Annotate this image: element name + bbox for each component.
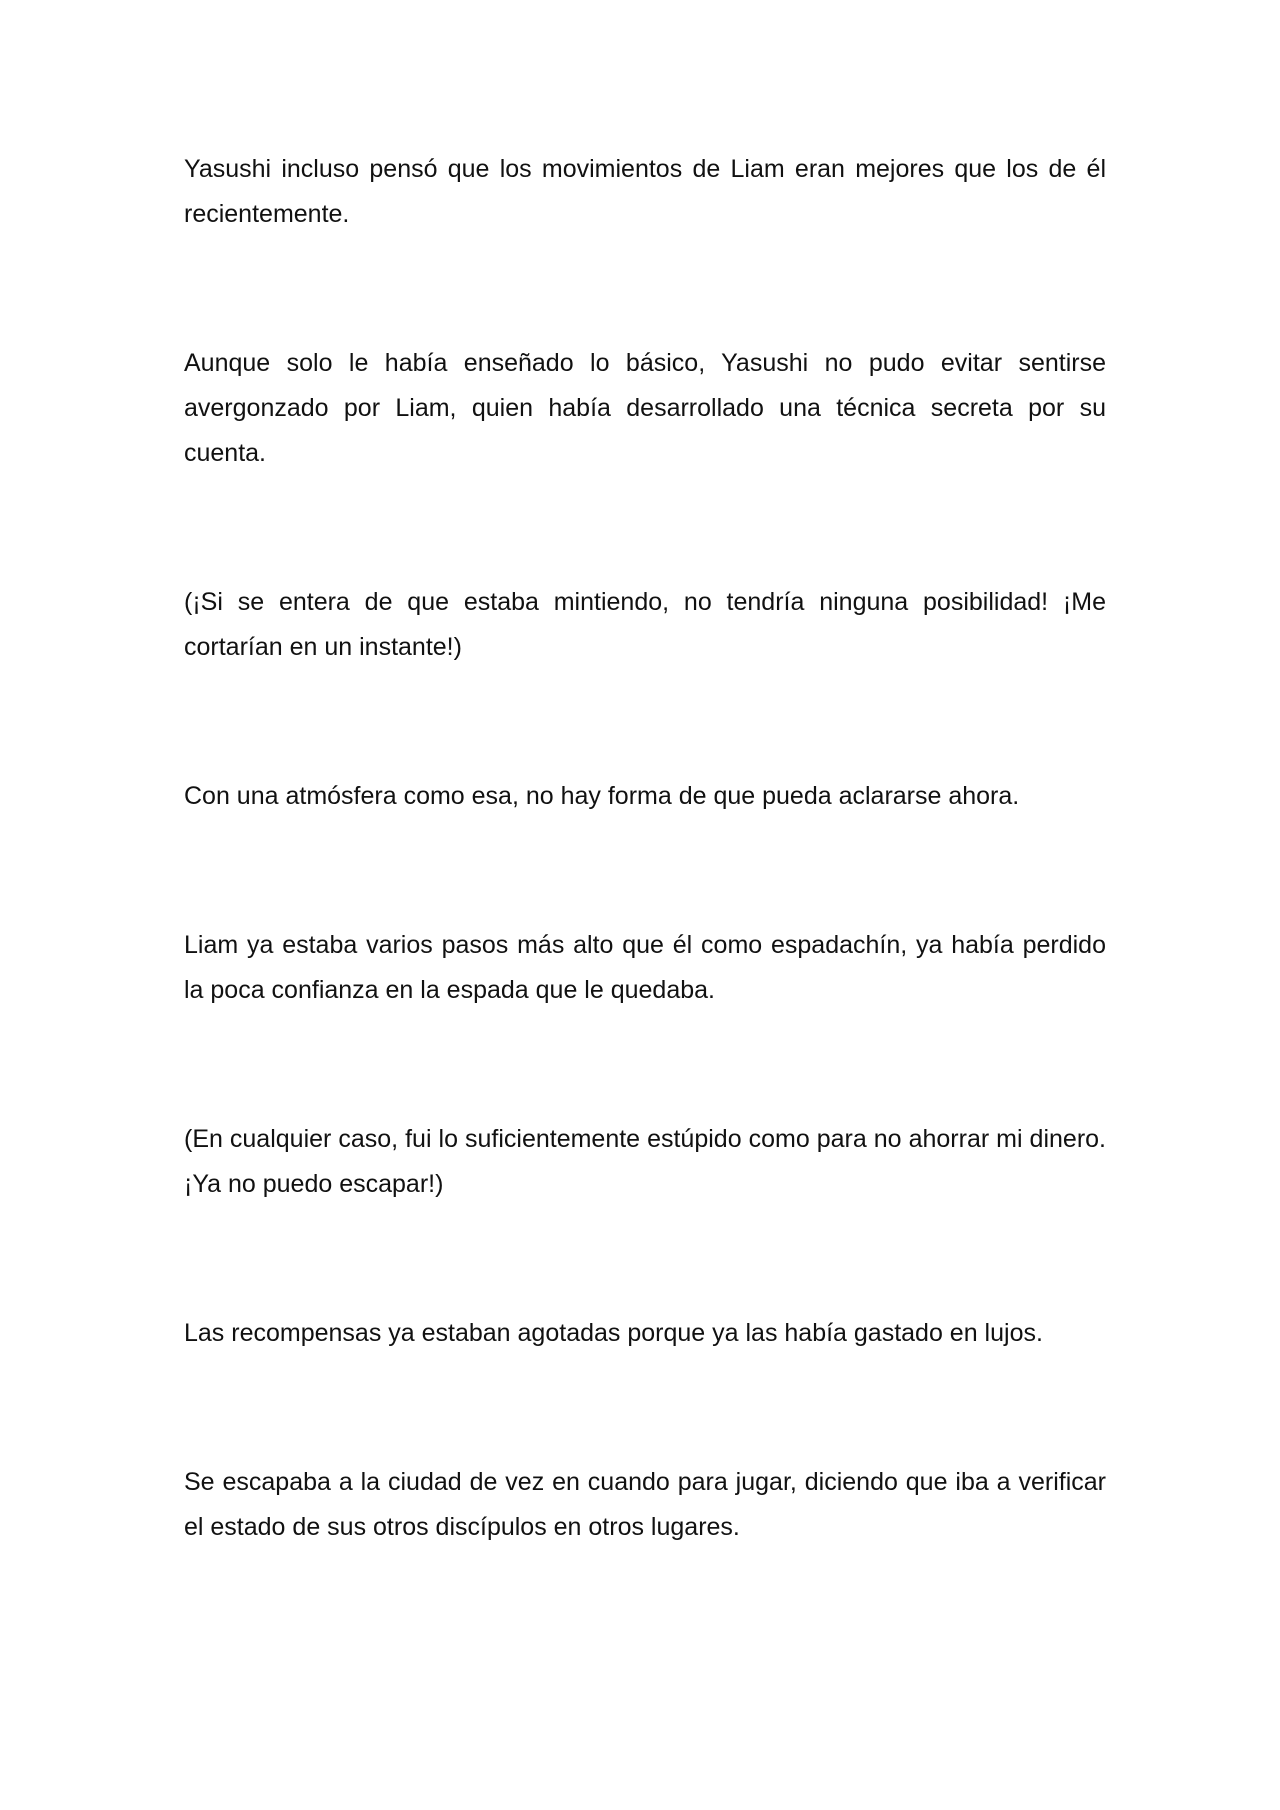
paragraph: Con una atmósfera como esa, no hay forma de que pueda aclararse ahora. — [184, 782, 1020, 810]
paragraph: (¡Si se entera de que estaba mintiendo, no tendría ninguna posibilidad! ¡Me cortarían en un instante!) — [184, 588, 1106, 661]
paragraph: Aunque solo le había enseñado lo básico, Yasushi no pudo evitar sentirse avergonzado por Liam, quien había desarrollado una técnica secreta por su cuenta. — [184, 349, 1106, 467]
paragraph: Se escapaba a la ciudad de vez en cuando para jugar, diciendo que iba a verificar el estado de sus otros discípulos en otros lugares. — [184, 1468, 1106, 1541]
paragraph: Las recompensas ya estaban agotadas porque ya las había gastado en lujos. — [184, 1319, 1043, 1347]
paragraph: Yasushi incluso pensó que los movimientos de Liam eran mejores que los de él recientemente. — [184, 155, 1106, 228]
paragraph: (En cualquier caso, fui lo suficientemente estúpido como para no ahorrar mi dinero. ¡Ya no puedo escapar!) — [184, 1125, 1106, 1198]
document-body — [184, 147, 1106, 1550]
paragraph: Liam ya estaba varios pasos más alto que él como espadachín, ya había perdido la poca confianza en la espada que le quedaba. — [184, 931, 1106, 1004]
